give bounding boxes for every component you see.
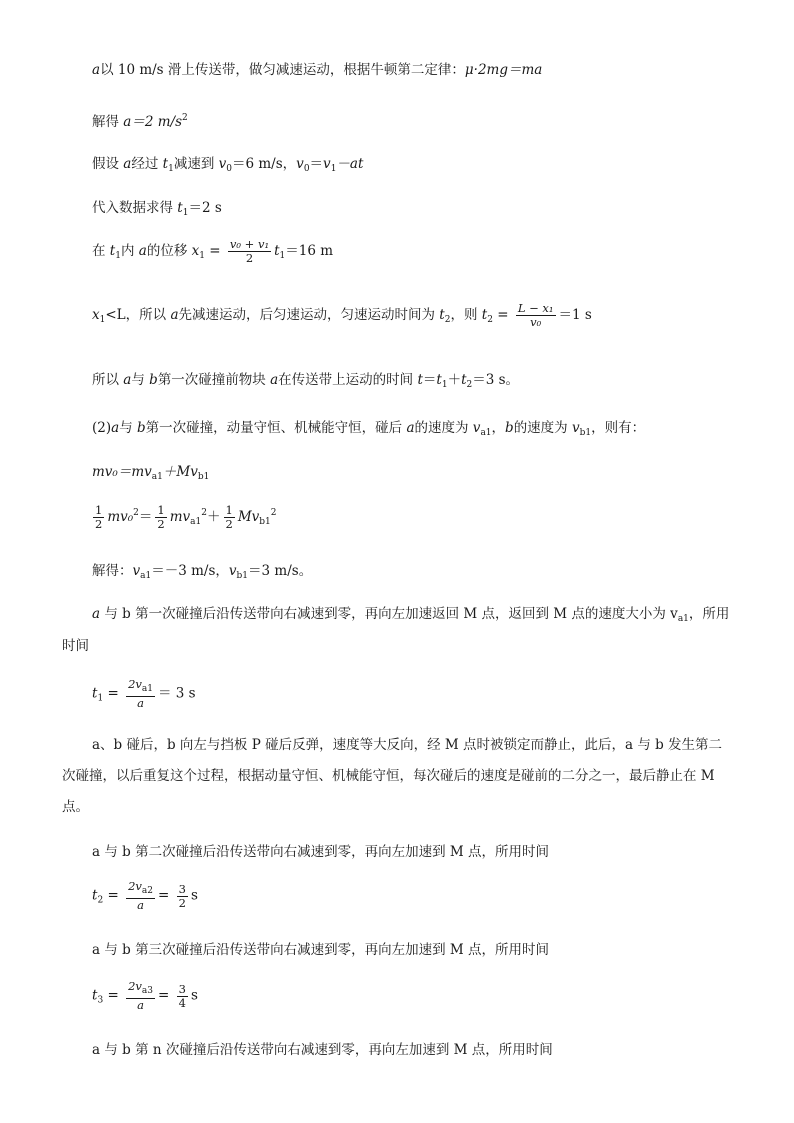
text-line-5: 在 $t_1$内 a的位移 $x_1$ = $\frac{\text{v₀ + v₁}}{2}$ $t_1=16$ m: [92, 237, 334, 265]
fraction: $\frac{\text{L − x₁}}{\text{v₀}}$: [517, 301, 554, 329]
text-line-8: (2)a与 b第一次碰撞，动量守恒、机械能守恒，碰后 a的速度为 $v_{a1}$，b的速度为 $v_{b1}$，则有：: [92, 420, 646, 438]
text-line-3: 假设 a经过 $t_1$减速到 $v_0=6$ m/s，$v_0=v_1-at$: [92, 156, 364, 174]
energy-equation: $\frac{1}{2}$ mv₀$^2$＝ $\frac{1}{2}$ $mv_{a1}^2+$ $\frac{1}{2}$ $Mv_{b1}^2$: [95, 503, 277, 531]
paragraph-2-line-2: 次碰撞，以后重复这个过程，根据动量守恒、机械能守恒，每次碰后的速度是碰前的二分之一，最后静止在 M: [62, 768, 715, 784]
text-line-2: 解得 a＝2 $m/s^2$: [92, 113, 188, 130]
paragraph-2-line-3: 点。: [62, 799, 89, 815]
paragraph-2-line-1: a、b 碰后，b 向左与挡板 P 碰后反弹，速度等大反向，经 M 点时被锁定而静止，此后，a 与 b 发生第二: [92, 737, 723, 753]
paragraph-4: a 与 b 第三次碰撞后沿传送带向右减速到零，再向左加速到 M 点，所用时间: [92, 942, 549, 958]
text-line-11: 解得：$v_{a1}=-3$ m/s，$v_{b1}=3$ m/s。: [92, 563, 313, 581]
formula-t3: $t_3$ = $\frac{2v_{a3}}{a}$ = $\frac{3}{4}$ s: [92, 979, 198, 1012]
formula-t1: $t_1$ = $\frac{2v_{a1}}{a}$ ＝ 3 s: [92, 677, 196, 710]
paragraph-1-line-2: 时间: [62, 638, 89, 654]
formula-t2: $t_2$ = $\frac{2v_{a2}}{a}$ = $\frac{3}{2}$ s: [92, 879, 198, 912]
paragraph-5: a 与 b 第 n 次碰撞后沿传送带向右减速到零，再向左加速到 M 点，所用时间: [92, 1042, 553, 1058]
text-line-9: $mv_0=mv_{a1}+Mv_{b1}$: [92, 464, 210, 482]
paragraph-3: a 与 b 第二次碰撞后沿传送带向右减速到零，再向左加速到 M 点，所用时间: [92, 844, 549, 860]
text-line-4: 代入数据求得 $t_1=2$ s: [92, 200, 222, 218]
paragraph-1-line-1: a 与 b 第一次碰撞后沿传送带向右减速到零，再向左加速返回 M 点，返回到 M 点的速度大小为 $v_{a1}$，所用: [92, 606, 730, 624]
text-line-6: $x_1<L$，所以 a先减速运动，后匀速运动，匀速运动时间为 $t_2$，则 $t_2$ = $\frac{\text{L − x₁}}{\text{v₀}}$ ＝1 s: [92, 301, 592, 329]
fraction: $\frac{\text{v₀ + v₁}}{2}$: [229, 237, 270, 265]
text-line-1: a以 10 m/s 滑上传送带，做匀减速运动，根据牛顿第二定律：μ·2mg＝ma: [92, 62, 543, 78]
text-line-7: 所以 a与 b第一次碰撞前物块 a在传送带上运动的时间 $t=t_1+t_2=3$ s。: [92, 372, 520, 390]
